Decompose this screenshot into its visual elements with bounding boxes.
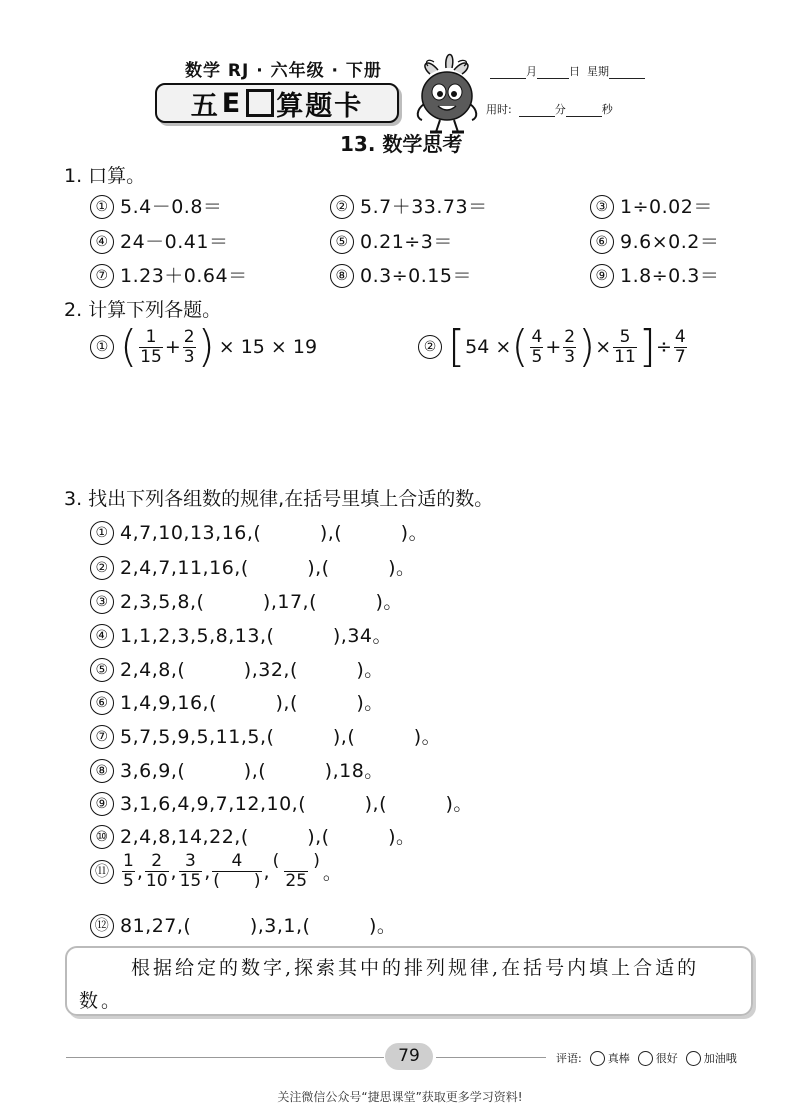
calc-item-2[interactable]	[418, 321, 689, 372]
fraction: $\frac{1}{5}$	[123, 851, 134, 891]
item-text: 0.3÷0.15＝	[360, 265, 472, 287]
day-label: 日	[569, 65, 580, 78]
mental-item-9[interactable]	[590, 261, 719, 288]
item-text: 9.6×0.2＝	[620, 231, 720, 253]
item-text: 2,4,7,11,16,( ),( )。	[120, 557, 416, 579]
item-number: ⑥	[90, 691, 114, 715]
item-number: ⑧	[330, 264, 354, 288]
comma: ,	[136, 860, 143, 883]
page-number: 79	[385, 1043, 433, 1070]
fraction: $\frac{2}{3}$	[564, 326, 576, 367]
second-blank[interactable]	[566, 104, 602, 117]
minute-label: 分	[554, 103, 566, 116]
operator: +	[164, 336, 181, 358]
weekday-label: 星期	[587, 65, 609, 78]
series-label: 数学 RJ · 六年级 · 下册	[185, 61, 382, 81]
pattern-item-3[interactable]	[90, 587, 403, 614]
item-text: 5.7＋33.73＝	[360, 196, 488, 218]
item-text: 1÷0.02＝	[620, 196, 713, 218]
fraction: $\frac{2}{3}$	[183, 326, 195, 367]
item-text: 3,1,6,4,9,7,12,10,( ),( )。	[120, 793, 473, 815]
day-blank[interactable]	[537, 66, 569, 79]
mental-item-6[interactable]	[590, 227, 719, 254]
mental-item-3[interactable]	[590, 192, 713, 219]
section-3-heading: 3. 找出下列各组数的规律,在括号里填上合适的数。	[64, 488, 494, 510]
fraction-blank-denominator[interactable]: $\frac{4}{( )}$	[213, 851, 261, 891]
item-text: 4,7,10,13,16,( ),( )。	[120, 522, 429, 544]
item-number: ④	[90, 624, 114, 648]
operator: +	[545, 336, 562, 358]
pattern-item-11[interactable]	[90, 852, 342, 891]
item-number: ⑫	[90, 914, 114, 938]
mental-item-5[interactable]	[330, 227, 453, 254]
pattern-item-6[interactable]	[90, 688, 384, 715]
item-number: ⑩	[90, 825, 114, 849]
rating-keep-going: 加油哦	[703, 1052, 737, 1065]
item-text: 2,3,5,8,( ),17,( )。	[120, 591, 403, 613]
left-paren: (	[120, 321, 138, 372]
item-text: 1.8÷0.3＝	[620, 265, 720, 287]
brand-char-3: 算题卡	[276, 90, 364, 122]
right-bracket: ]	[638, 321, 656, 372]
item-text: 1.23＋0.64＝	[120, 265, 248, 287]
expr-tail: × 15 × 19	[218, 336, 318, 358]
time-label: 用时:	[486, 103, 512, 116]
page-title: 13. 数学思考	[340, 132, 463, 156]
item-text: 5.4－0.8＝	[120, 196, 223, 218]
item-number: ②	[90, 556, 114, 580]
fraction: $\frac{3}{15}$	[179, 851, 202, 891]
item-text: 2,4,8,14,22,( ),( )。	[120, 826, 416, 848]
mental-item-1[interactable]	[90, 192, 222, 219]
fraction: $\frac{2}{10}$	[145, 851, 168, 891]
item-number: ⑤	[90, 658, 114, 682]
item-text: 1,4,9,16,( ),( )。	[120, 692, 384, 714]
footer-divider-right	[436, 1057, 546, 1058]
month-label: 月	[526, 65, 537, 78]
mental-item-4[interactable]	[90, 227, 228, 254]
rating-bar	[556, 1050, 737, 1066]
item-text: 1,1,2,3,5,8,13,( ),34。	[120, 625, 393, 647]
footer-note: 关注微信公众号“捷思课堂”获取更多学习资料!	[277, 1090, 523, 1104]
operator: ÷	[655, 336, 672, 358]
item-number: ⑤	[330, 230, 354, 254]
time-fields	[486, 101, 613, 117]
comma: ,	[170, 860, 177, 883]
pattern-item-2[interactable]	[90, 553, 416, 580]
pattern-item-7[interactable]	[90, 722, 441, 749]
comma: ,	[263, 860, 270, 883]
fraction: $\frac{1}{15}$	[140, 326, 162, 367]
item-text: 81,27,( ),3,1,( )。	[120, 915, 397, 937]
pattern-item-4[interactable]	[90, 621, 392, 648]
item-number: ⑨	[90, 792, 114, 816]
mental-item-7[interactable]	[90, 261, 248, 288]
right-paren: )	[197, 321, 215, 372]
item-number: ⑥	[590, 230, 614, 254]
brand-char-1: 五	[190, 90, 220, 122]
second-label: 秒	[601, 103, 613, 116]
item-number: ①	[90, 335, 114, 359]
end-mark: 。	[322, 862, 342, 884]
item-text: 2,4,8,( ),32,( )。	[120, 659, 384, 681]
comma: ,	[204, 860, 211, 883]
pattern-item-5[interactable]	[90, 655, 384, 682]
rating-great: 真棒	[607, 1052, 630, 1065]
fraction-blank-numerator[interactable]: $\frac{( )}{25}$	[272, 851, 320, 891]
tip-box	[65, 946, 753, 1016]
section-1-heading: 1. 口算。	[64, 165, 146, 187]
expr-lead: 54 ×	[465, 336, 512, 358]
tip-text: 根据给定的数字,探索其中的排列规律,在括号内填上合适的数。	[79, 957, 700, 1012]
item-text: 5,7,5,9,5,11,5,( ),( )。	[120, 726, 442, 748]
right-paren: )	[578, 321, 596, 372]
item-number: ⑦	[90, 264, 114, 288]
pattern-item-9[interactable]	[90, 789, 473, 816]
item-text: 24－0.41＝	[120, 231, 229, 253]
radish-mascot-icon	[408, 48, 486, 134]
date-fields	[490, 63, 645, 79]
item-number: ④	[90, 230, 114, 254]
minute-blank[interactable]	[519, 104, 555, 117]
item-text: 3,6,9,( ),( ),18。	[120, 760, 384, 782]
brand-square-icon	[246, 89, 274, 117]
item-number: ⑧	[90, 759, 114, 783]
item-text: 0.21÷3＝	[360, 231, 453, 253]
pattern-item-1[interactable]	[90, 518, 428, 545]
fraction: $\frac{4}{7}$	[674, 326, 686, 367]
operator: ×	[595, 336, 612, 358]
mental-item-8[interactable]	[330, 261, 472, 288]
pattern-item-10[interactable]	[90, 822, 416, 849]
grin-face-icon[interactable]	[590, 1051, 605, 1066]
item-number: ③	[90, 590, 114, 614]
item-number: ⑦	[90, 725, 114, 749]
rating-good: 很好	[655, 1052, 678, 1065]
pattern-item-12[interactable]	[90, 911, 396, 938]
calc-item-1[interactable]	[90, 321, 318, 372]
item-number: ⑨	[590, 264, 614, 288]
smile-face-icon[interactable]	[638, 1051, 653, 1066]
pattern-item-8[interactable]	[90, 756, 384, 783]
month-blank[interactable]	[490, 66, 526, 79]
weekday-blank[interactable]	[609, 66, 645, 79]
item-number: ②	[330, 195, 354, 219]
item-number: ②	[418, 335, 442, 359]
footer-divider-left	[66, 1057, 384, 1058]
rating-label: 评语:	[556, 1052, 582, 1065]
section-2-heading: 2. 计算下列各题。	[64, 299, 222, 321]
item-number: ①	[90, 521, 114, 545]
item-number: ①	[90, 195, 114, 219]
item-number: ③	[590, 195, 614, 219]
item-number: ⑪	[90, 860, 114, 884]
brand-logo	[155, 83, 399, 123]
fraction: $\frac{5}{11}$	[614, 326, 636, 367]
fraction: $\frac{4}{5}$	[531, 326, 543, 367]
cheer-face-icon[interactable]	[686, 1051, 701, 1066]
mental-item-2[interactable]	[330, 192, 488, 219]
left-paren: (	[511, 321, 529, 372]
brand-char-2: E	[221, 87, 243, 119]
left-bracket: [	[448, 321, 466, 372]
